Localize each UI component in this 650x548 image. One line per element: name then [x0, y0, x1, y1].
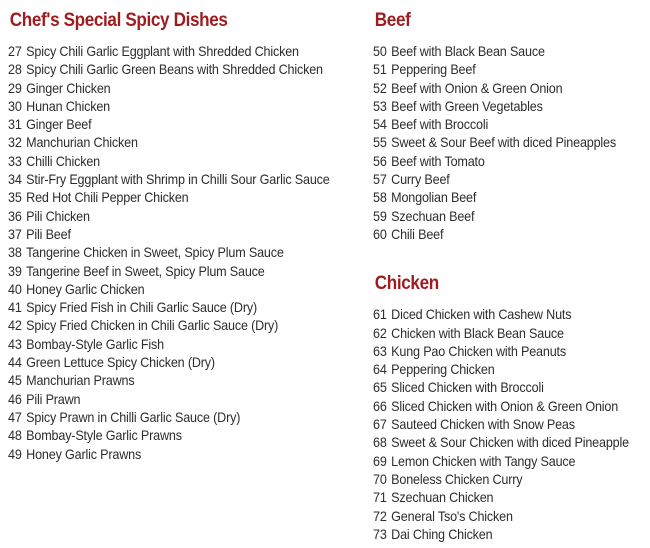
item-name: Diced Chicken with Cashew Nuts [391, 306, 572, 323]
menu-item [373, 60, 643, 78]
item-name: Sweet & Sour Beef with diced Pineapples [391, 134, 616, 151]
item-name: Sliced Chicken with Onion & Green Onion [391, 397, 619, 414]
item-name: Manchurian Prawns [26, 372, 135, 389]
item-number: 43 [8, 335, 22, 352]
item-number: 73 [373, 525, 387, 542]
item-name: Lemon Chicken with Tangy Sauce [391, 452, 576, 469]
item-number: 54 [373, 116, 387, 133]
menu-item [8, 262, 368, 280]
menu-section [8, 10, 368, 463]
item-number: 69 [373, 452, 387, 469]
menu-item [8, 79, 368, 97]
menu-item [373, 170, 643, 188]
menu-item [373, 152, 643, 170]
item-name: Peppering Chicken [391, 361, 495, 378]
item-number: 66 [373, 397, 387, 414]
menu-item [373, 305, 643, 323]
menu-item [373, 488, 643, 506]
menu-item [373, 115, 643, 133]
item-name: Pili Beef [26, 225, 71, 242]
menu-item [373, 133, 643, 151]
item-name: Boneless Chicken Curry [391, 470, 523, 487]
item-number: 48 [8, 427, 22, 444]
section-title: Chef's Special Spicy Dishes [9, 10, 228, 31]
menu-item [8, 408, 368, 426]
menu-item [373, 324, 643, 342]
menu-item [373, 397, 643, 415]
item-name: Manchurian Chicken [26, 134, 138, 151]
item-name: Sauteed Chicken with Snow Peas [391, 416, 575, 433]
item-name: Honey Garlic Prawns [26, 445, 142, 462]
item-number: 58 [373, 189, 387, 206]
item-name: Chicken with Black Bean Sauce [391, 324, 564, 341]
menu-item [8, 170, 368, 188]
item-name: Spicy Fried Chicken in Chili Garlic Sauce (Dry) [26, 317, 279, 334]
item-number: 63 [373, 342, 387, 359]
menu-item [8, 115, 368, 133]
menu-item [373, 342, 643, 360]
item-number: 30 [8, 97, 22, 114]
menu-item [8, 353, 368, 371]
item-name: Bombay-Style Garlic Prawns [26, 427, 182, 444]
item-name: Peppering Beef [391, 61, 476, 78]
item-name: General Tso's Chicken [391, 507, 513, 524]
item-name: Tangerine Beef in Sweet, Spicy Plum Sauce [26, 262, 265, 279]
item-number: 46 [8, 390, 22, 407]
item-number: 35 [8, 189, 22, 206]
menu-item [8, 97, 368, 115]
menu-item [8, 371, 368, 389]
section-title: Beef [374, 10, 411, 31]
item-number: 70 [373, 470, 387, 487]
item-name: Chili Beef [391, 225, 444, 242]
item-number: 44 [8, 354, 22, 371]
item-number: 27 [8, 43, 22, 59]
item-number: 62 [373, 324, 387, 341]
item-number: 59 [373, 207, 387, 224]
item-name: Beef with Tomato [391, 152, 485, 169]
item-name: Bombay-Style Garlic Fish [26, 335, 164, 352]
item-name: Mongolian Beef [391, 189, 477, 206]
item-name: Green Lettuce Spicy Chicken (Dry) [26, 354, 215, 371]
item-name: Sweet & Sour Chicken with diced Pineapple [391, 434, 629, 451]
item-number: 52 [373, 79, 387, 96]
item-number: 72 [373, 507, 387, 524]
item-name: Honey Garlic Chicken [26, 280, 145, 297]
section-title: Chicken [374, 273, 439, 295]
menu-item [8, 60, 368, 78]
item-name: Spicy Chili Garlic Eggplant with Shredded Chicken [26, 43, 299, 59]
item-number: 37 [8, 225, 22, 242]
item-number: 50 [373, 43, 387, 59]
menu-section [373, 10, 643, 243]
menu-column-left [8, 10, 368, 463]
item-name: Chilli Chicken [26, 152, 100, 169]
item-number: 51 [373, 61, 387, 78]
item-number: 57 [373, 171, 387, 188]
menu-item [373, 470, 643, 488]
item-name: Szechuan Beef [391, 207, 475, 224]
item-name: Pili Chicken [26, 207, 90, 224]
item-number: 60 [373, 225, 387, 242]
menu-item [373, 415, 643, 433]
item-number: 38 [8, 244, 22, 261]
item-number: 67 [373, 416, 387, 433]
item-name: Spicy Fried Fish in Chili Garlic Sauce (Dry) [26, 299, 258, 316]
item-name: Beef with Onion & Green Onion [391, 79, 563, 96]
menu-item [8, 445, 368, 463]
menu-item [8, 207, 368, 225]
item-number: 68 [373, 434, 387, 451]
item-number: 65 [373, 379, 387, 396]
menu-item [373, 378, 643, 396]
item-number: 42 [8, 317, 22, 334]
item-number: 36 [8, 207, 22, 224]
item-name: Szechuan Chicken [391, 489, 494, 506]
menu-item [373, 42, 643, 60]
menu-item [373, 97, 643, 115]
menu-item [8, 225, 368, 243]
item-number: 33 [8, 152, 22, 169]
menu-item [373, 452, 643, 470]
item-name: Tangerine Chicken in Sweet, Spicy Plum Sauce [26, 244, 284, 261]
item-name: Dai Ching Chicken [391, 525, 493, 542]
item-name: Beef with Broccoli [391, 116, 489, 133]
menu-item [8, 390, 368, 408]
item-number: 39 [8, 262, 22, 279]
item-name: Beef with Green Vegetables [391, 97, 543, 114]
item-number: 45 [8, 372, 22, 389]
item-number: 71 [373, 489, 387, 506]
menu-item [373, 79, 643, 97]
item-name: Hunan Chicken [26, 97, 110, 114]
item-number: 64 [373, 361, 387, 378]
menu-item [8, 280, 368, 298]
item-name: Red Hot Chili Pepper Chicken [26, 189, 189, 206]
menu-item [373, 225, 643, 243]
menu-item [373, 525, 643, 543]
item-number: 40 [8, 280, 22, 297]
item-number: 53 [373, 97, 387, 114]
menu-section [373, 273, 643, 543]
menu-item [373, 207, 643, 225]
item-number: 55 [373, 134, 387, 151]
menu-item [373, 507, 643, 525]
item-number: 56 [373, 152, 387, 169]
menu-item [373, 433, 643, 451]
menu-item [8, 188, 368, 206]
item-name: Kung Pao Chicken with Peanuts [391, 342, 566, 359]
item-name: Spicy Prawn in Chilli Garlic Sauce (Dry) [26, 408, 241, 425]
item-name: Curry Beef [391, 171, 450, 188]
item-name: Beef with Black Bean Sauce [391, 43, 545, 59]
item-name: Pili Prawn [26, 390, 81, 407]
item-name: Spicy Chili Garlic Green Beans with Shredded Chicken [26, 61, 323, 78]
item-number: 34 [8, 171, 22, 188]
item-number: 32 [8, 134, 22, 151]
menu-item [8, 133, 368, 151]
menu-item [8, 243, 368, 261]
item-name: Ginger Chicken [26, 79, 111, 96]
menu-item [8, 298, 368, 316]
item-number: 31 [8, 116, 22, 133]
menu-item [373, 360, 643, 378]
menu-item [8, 335, 368, 353]
menu-item [8, 42, 368, 60]
menu-item [8, 152, 368, 170]
menu-item [373, 188, 643, 206]
item-name: Stir-Fry Eggplant with Shrimp in Chilli Sour Garlic Sauce [26, 171, 330, 188]
menu-item [8, 426, 368, 444]
item-name: Ginger Beef [26, 116, 92, 133]
item-number: 41 [8, 299, 22, 316]
menu-item [8, 316, 368, 334]
menu-column-right [373, 10, 643, 543]
item-number: 49 [8, 445, 22, 462]
item-name: Sliced Chicken with Broccoli [391, 379, 544, 396]
item-number: 47 [8, 408, 22, 425]
item-number: 29 [8, 79, 22, 96]
item-number: 61 [373, 306, 387, 323]
item-number: 28 [8, 61, 22, 78]
